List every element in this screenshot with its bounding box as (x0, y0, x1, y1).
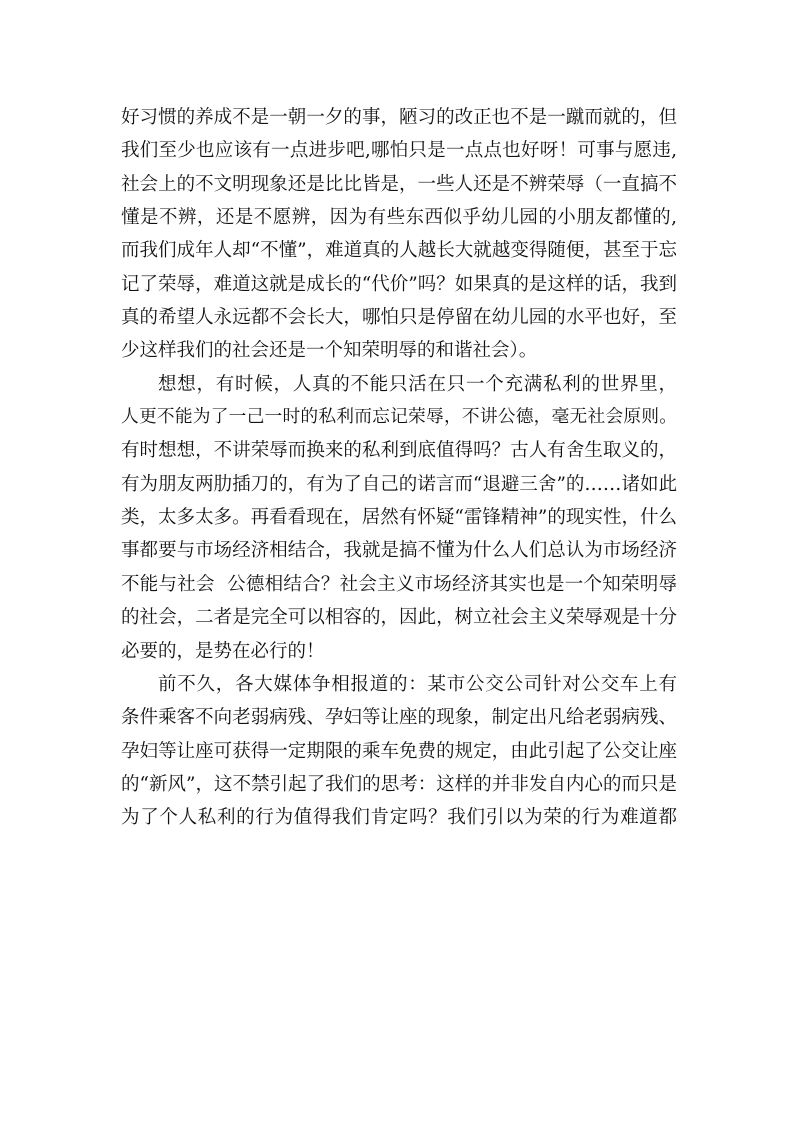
paragraph-2-line-2: 人更不能为了一己一时的私利而忘记荣辱，不讲公德，毫无社会原则。 (121, 407, 677, 428)
paragraph-2-line-3: 有时想想，不讲荣辱而换来的私利到底值得吗？古人有舍生取义的， (121, 440, 677, 462)
paragraph-3-line-4: 的“新风”，这不禁引起了我们的思考：这样的并非发自内心的而只是 (121, 773, 677, 795)
paragraph-1-line-5: 而我们成年人却“不懂”，难道真的人越长大就越变得随便，甚至于忘 (121, 240, 677, 262)
body-text (121, 101, 677, 835)
paragraph-2-line-4: 有为朋友两肋插刀的，有为了自己的诺言而“退避三舍”的……诸如此 (121, 473, 677, 495)
paragraph-3-line-2: 条件乘客不向老弱病残、孕妇等让座的现象，制定出凡给老弱病残、 (121, 707, 677, 729)
paragraph-1-line-3: 社会上的不文明现象还是比比皆是，一些人还是不辨荣辱（一直搞不 (121, 173, 677, 195)
paragraph-3-line-1: 前不久，各大媒体争相报道的：某市公交公司针对公交车上有 (158, 673, 677, 695)
paragraph-1-line-1: 好习惯的养成不是一朝一夕的事，陋习的改正也不是一蹴而就的，但 (121, 107, 677, 128)
paragraph-1-line-4: 懂是不辨，还是不愿辨，因为有些东西似乎幼儿园的小朋友都懂的, (121, 207, 677, 229)
paragraph-1-line-2: 我们至少也应该有一点进步吧,哪怕只是一点点也好呀！可事与愿违, (121, 140, 677, 162)
paragraph-2-line-7: 不能与社会 公德相结合？社会主义市场经济其实也是一个知荣明辱 (121, 573, 677, 595)
paragraph-2-line-5: 类，太多太多。再看看现在，居然有怀疑“雷锋精神”的现实性，什么 (121, 507, 677, 529)
paragraph-2-line-1: 想想，有时候，人真的不能只活在只一个充满私利的世界里， (158, 373, 677, 395)
paragraph-2-line-9: 必要的，是势在必行的！ (121, 640, 325, 662)
paragraph-1-line-8: 少这样我们的社会还是一个知荣明辱的和谐社会）。 (121, 340, 538, 362)
paragraph-3-line-5: 为了个人私利的行为值得我们肯定吗？我们引以为荣的行为难道都 (121, 807, 677, 829)
paragraph-2-line-8: 的社会，二者是完全可以相容的，因此，树立社会主义荣辱观是十分 (121, 607, 677, 629)
paragraph-1-line-7: 真的希望人永远都不会长大，哪怕只是停留在幼儿园的水平也好，至 (121, 307, 677, 329)
paragraph-1-line-6: 记了荣辱，难道这就是成长的“代价”吗？如果真的是这样的话，我到 (121, 273, 677, 295)
paragraph-3-line-3: 孕妇等让座可获得一定期限的乘车免费的规定，由此引起了公交让座 (121, 740, 677, 762)
paragraph-2-line-6: 事都要与市场经济相结合，我就是搞不懂为什么人们总认为市场经济 (121, 540, 677, 562)
